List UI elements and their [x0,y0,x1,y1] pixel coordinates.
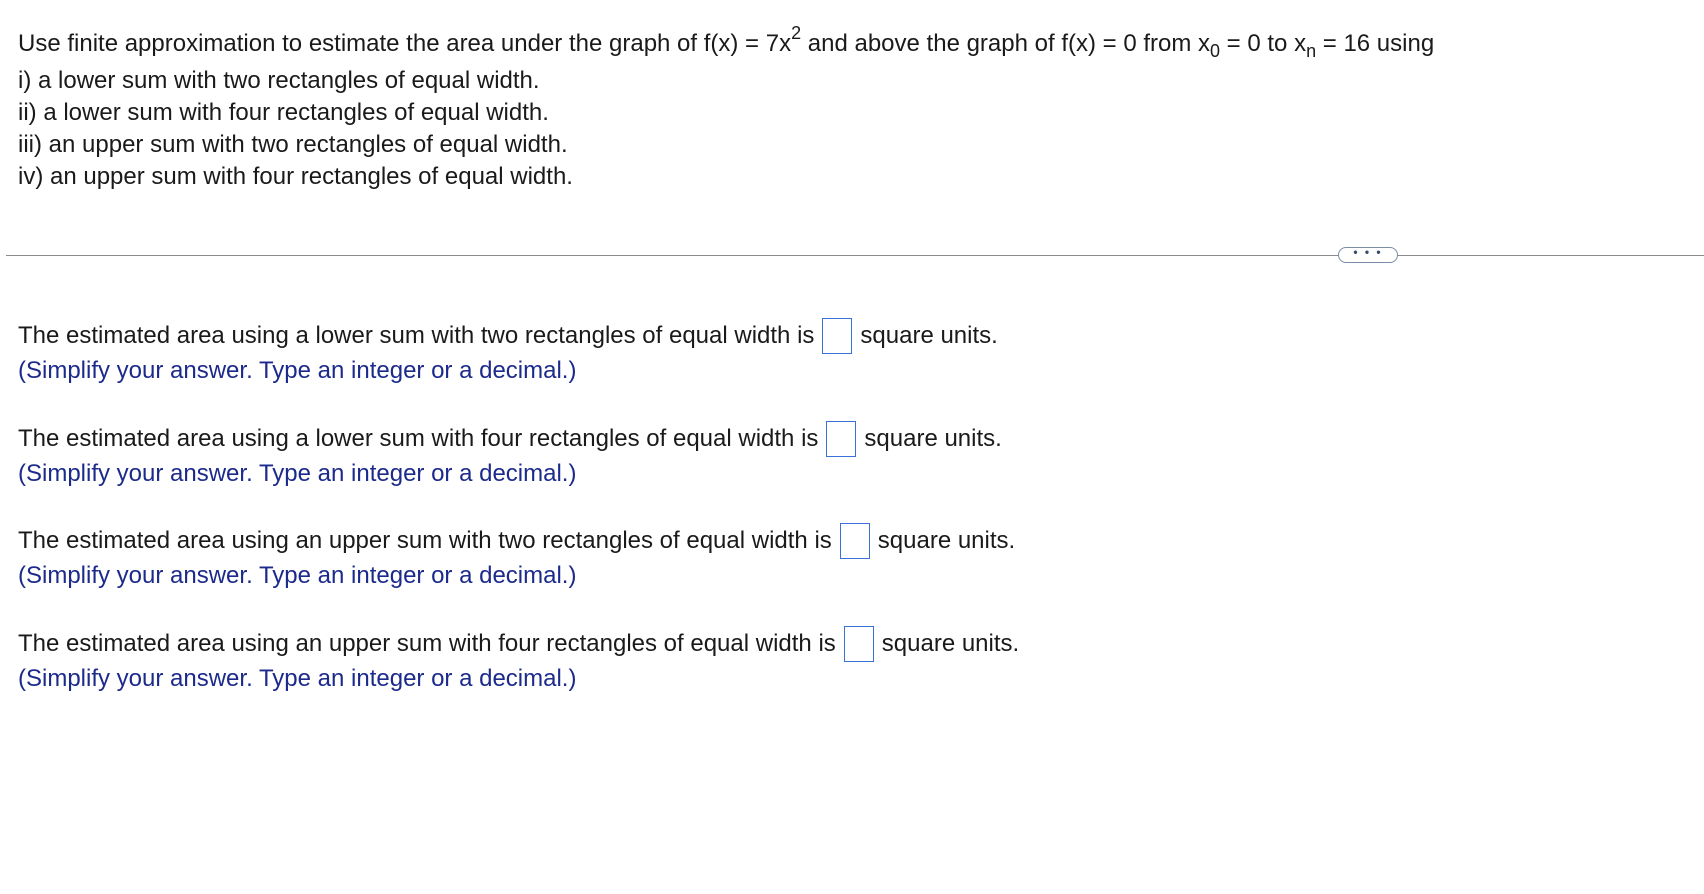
ellipsis-icon: • • • [1353,245,1383,259]
answer-unit: square units. [877,527,1016,554]
question-part-i: i) a lower sum with two rectangles of equal width. [18,67,540,94]
answer-block-1 [18,316,998,386]
question-part-iii: iii) an upper sum with two rectangles of equal width. [18,131,568,158]
section-divider [6,255,1704,256]
answer-hint: (Simplify your answer. Type an integer or a decimal.) [18,665,577,692]
intro-text-4: = 16 using [1316,30,1435,57]
question-text [18,24,1678,193]
question-part-iv: iv) an upper sum with four rectangles of equal width. [18,163,573,190]
answer-unit: square units. [881,630,1020,657]
answer-prompt: The estimated area using an upper sum with two rectangles of equal width is [18,527,832,554]
subscript-n: n [1306,41,1317,61]
answer-unit: square units. [864,425,1002,452]
answer-unit: square units. [860,322,998,349]
intro-text-3: = 0 to x [1220,30,1307,57]
answer-prompt: The estimated area using a lower sum with two rectangles of equal width is [18,322,815,349]
answer-block-4 [18,624,1019,694]
answer-hint: (Simplify your answer. Type an integer or a decimal.) [18,357,577,384]
answer-input-lower-two[interactable] [822,318,852,354]
intro-text-2: and above the graph of f(x) = 0 from x [801,30,1210,57]
more-options-button[interactable] [1338,247,1398,263]
answer-line [18,624,1019,664]
answer-line [18,419,1002,459]
question-parts [18,65,1678,193]
answer-block-2 [18,419,1002,489]
intro-text-1: Use finite approximation to estimate the area under the graph of f(x) = 7x [18,30,792,57]
answer-block-3 [18,521,1015,591]
answer-hint: (Simplify your answer. Type an integer or a decimal.) [18,460,577,487]
answer-prompt: The estimated area using an upper sum with four rectangles of equal width is [18,630,836,657]
answer-input-upper-four[interactable] [844,626,874,662]
answer-line [18,316,998,356]
question-part-ii: ii) a lower sum with four rectangles of equal width. [18,99,549,126]
question-intro [18,24,1678,65]
answer-hint: (Simplify your answer. Type an integer or a decimal.) [18,562,577,589]
answer-line [18,521,1015,561]
exponent: 2 [791,23,802,43]
answer-input-lower-four[interactable] [826,421,856,457]
subscript-0: 0 [1210,41,1221,61]
answer-prompt: The estimated area using a lower sum with four rectangles of equal width is [18,425,819,452]
answer-input-upper-two[interactable] [840,523,870,559]
